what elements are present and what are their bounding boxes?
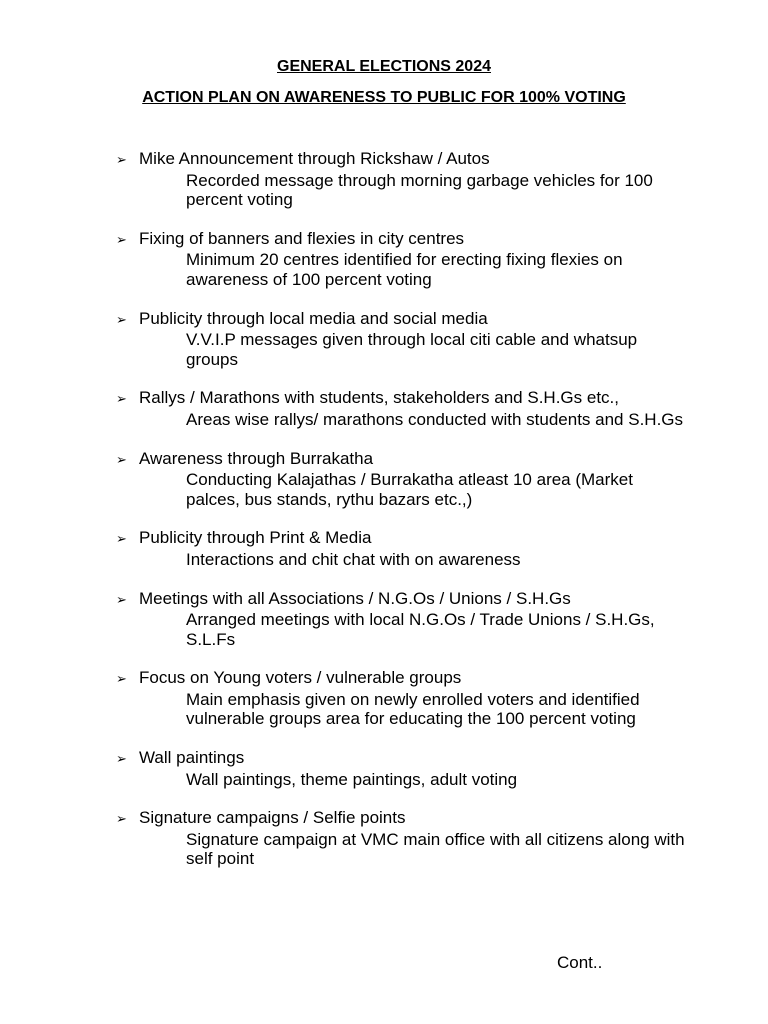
list-item — [116, 229, 696, 290]
arrow-bullet-icon: ➢ — [116, 812, 127, 828]
continuation-note: Cont.. — [557, 953, 603, 972]
arrow-bullet-icon: ➢ — [116, 672, 127, 688]
item-description: Areas wise rallys/ marathons conducted with students and S.H.Gs — [186, 409, 684, 429]
item-description: Arranged meetings with local N.G.Os / Trade Unions / S.H.Gs, S.L.Fs — [186, 610, 655, 649]
item-heading: Fixing of banners and flexies in city centres — [139, 228, 465, 248]
arrow-bullet-icon: ➢ — [116, 392, 127, 408]
item-heading: Mike Announcement through Rickshaw / Autos — [139, 149, 490, 168]
item-description: Minimum 20 centres identified for erecting fixing flexies on awareness of 100 percent voting — [186, 250, 623, 289]
list-item — [116, 528, 696, 569]
arrow-bullet-icon: ➢ — [116, 232, 127, 248]
item-description: Signature campaign at VMC main office with all citizens along with self point — [186, 829, 685, 869]
arrow-bullet-icon: ➢ — [116, 153, 127, 168]
list-item — [116, 748, 696, 789]
list-item — [116, 388, 696, 429]
item-description: Interactions and chit chat with on awareness — [186, 549, 521, 569]
arrow-bullet-icon: ➢ — [116, 592, 127, 608]
arrow-bullet-icon: ➢ — [116, 312, 127, 328]
list-item — [116, 589, 696, 650]
list-item — [116, 149, 696, 210]
list-item — [116, 449, 696, 510]
list-item — [116, 808, 696, 869]
item-heading: Signature campaigns / Selfie points — [139, 808, 406, 828]
action-plan-list — [116, 149, 696, 888]
item-heading: Meetings with all Associations / N.G.Os / Unions / S.H.Gs — [139, 588, 571, 608]
arrow-bullet-icon: ➢ — [116, 532, 127, 548]
item-heading: Rallys / Marathons with students, stakeholders and S.H.Gs etc., — [139, 388, 619, 408]
list-item — [116, 668, 696, 729]
item-description: Conducting Kalajathas / Burrakatha atleast 10 area (Market palces, bus stands, rythu bazars etc.,) — [186, 470, 633, 509]
arrow-bullet-icon: ➢ — [116, 752, 127, 768]
item-description: Recorded message through morning garbage vehicles for 100 percent voting — [186, 170, 653, 210]
document-title: GENERAL ELECTIONS 2024 — [277, 58, 491, 75]
document-subtitle: ACTION PLAN ON AWARENESS TO PUBLIC FOR 100% VOTING — [142, 89, 626, 106]
item-heading: Publicity through Print & Media — [139, 528, 372, 548]
item-description: Main emphasis given on newly enrolled voters and identified vulnerable groups area for educating the 100 percent voting — [186, 689, 640, 729]
item-description: Wall paintings, theme paintings, adult voting — [186, 769, 518, 789]
item-heading: Wall paintings — [139, 748, 245, 768]
arrow-bullet-icon: ➢ — [116, 452, 127, 468]
item-heading: Focus on Young voters / vulnerable groups — [139, 668, 462, 688]
list-item — [116, 309, 696, 370]
item-heading: Publicity through local media and social media — [139, 308, 488, 328]
item-heading: Awareness through Burrakatha — [139, 448, 374, 468]
item-description: V.V.I.P messages given through local citi cable and whatsup groups — [186, 330, 638, 369]
